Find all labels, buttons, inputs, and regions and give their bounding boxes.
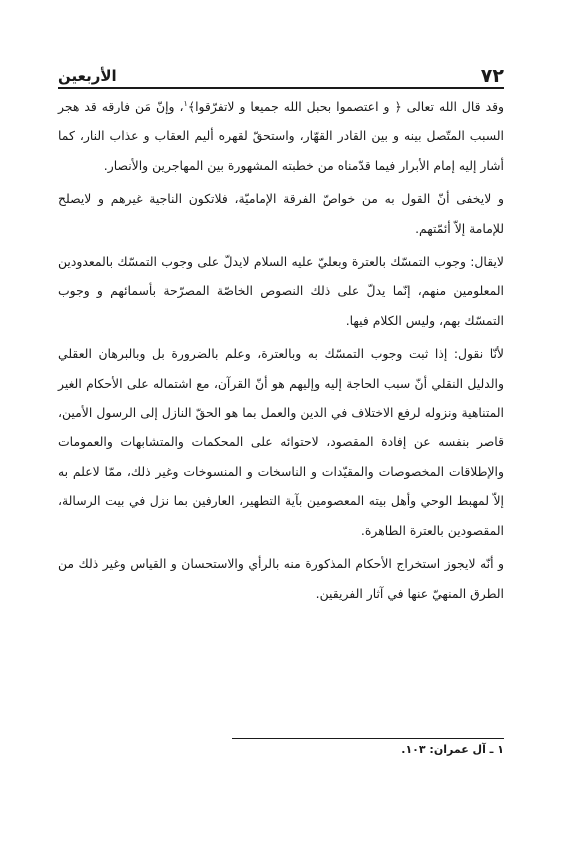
paragraph-rest: ، وإنّ مَن فارقه قد هجر السبب المتّصل بينه و بين القادر القهّار، واستحقّ لقهره أليم العقاب و عذاب النار، كما أشار إليه إمام الأبرار فيما قدّمناه من خطبته المشهورة بين المهاجرين والأنصار. xyxy=(58,99,504,173)
footnote-separator xyxy=(232,738,504,739)
paragraph-lead: وقد قال الله تعالى ﴿ و اعتصموا بحبل الله جميعا و لاتفرّقوا﴾ xyxy=(187,99,504,114)
paragraph: لأنّا نقول: إذا ثبت وجوب التمسّك به وبالعترة، وعلم بالضرورة بل وبالبرهان العقلي والدليل النقلي أنّ سبب الحاجة إليه وإليهم هو أنّ القرآن، مع اشتماله على الأحكام الغير المتناهية ونزوله لرفع الاختلاف في الدين والعمل بما هو الحقّ النازل إلى الرسول الأمين، قاصر بنفسه عن إفادة المقصود، لاحتوائه على المحكمات والمتشابهات والعمومات والإطلاقات المخصوصات والمقيّدات و الناسخات و المنسوخات وغير ذلك، ممّا لاعلم به إلاّ لمهبط الوحي وأهل بيته المعصومين بآية التطهير، العارفين بما نزل في بيت الرسالة، المقصودين بالعترة الطاهرة. xyxy=(58,346,504,538)
footnote-marker: ١ xyxy=(497,743,504,756)
paragraph: لايقال: وجوب التمسّك بالعترة وبعليّ عليه السلام لايدلّ على وجوب التمسّك بالمعدودين المعلومين منهم، إنّما يدلّ على ذلك النصوص الخاصّة المصرّحة بأسمائهم و وجوب التمسّك بهم، وليس الكلام فيها. xyxy=(58,254,504,328)
footnote-text: ـ آل عمران: ١٠٣. xyxy=(401,743,498,756)
page-header xyxy=(58,58,504,88)
paragraph xyxy=(58,92,504,180)
running-title: الأربعين xyxy=(58,67,117,85)
page-number: ٧٢ xyxy=(480,65,504,87)
main-text xyxy=(58,92,504,608)
footnote xyxy=(401,741,504,759)
footnote-reference[interactable]: ١ xyxy=(183,98,188,108)
paragraph: و أنّه لايجوز استخراج الأحكام المذكورة منه بالرأي والاستحسان و القياس وغير ذلك من الطرق المنهيّ عنها في آثار الفريقين. xyxy=(58,556,504,601)
header-rule xyxy=(58,87,504,89)
paragraph: و لايخفى أنّ القول به من خواصّ الفرقة الإماميّة، فلاتكون الناجية غيرهم و لايصلح للإمامة إلاّ أئمّتهم. xyxy=(58,191,504,236)
